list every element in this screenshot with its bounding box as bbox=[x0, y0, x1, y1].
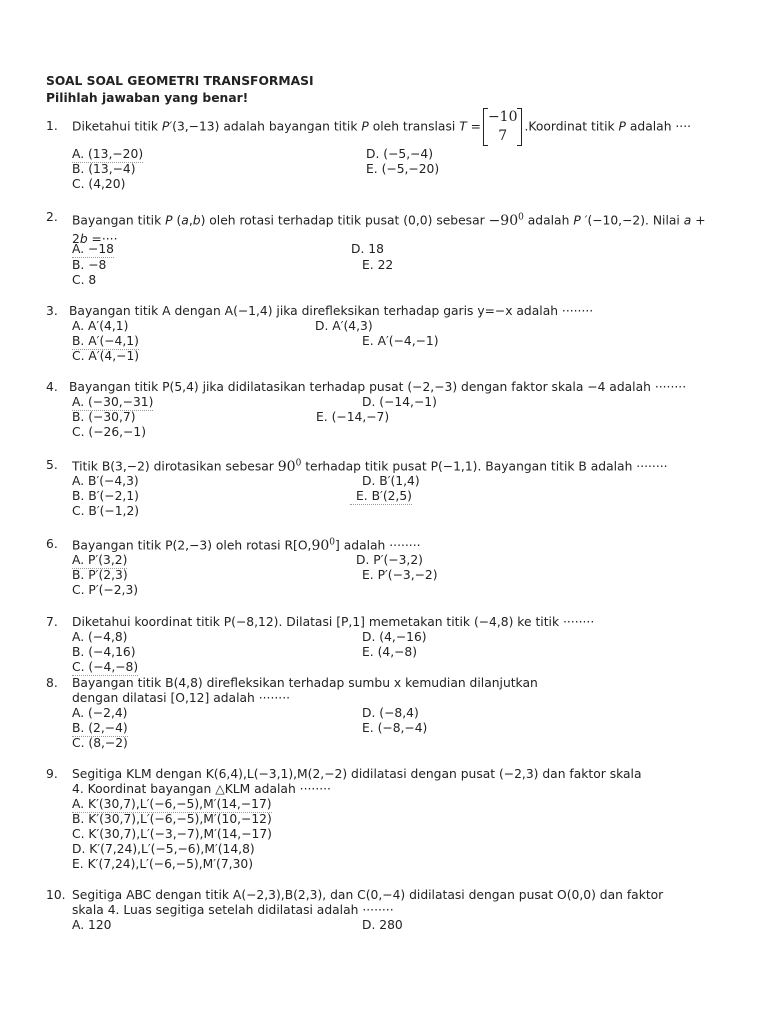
option-a[interactable]: A. P′(3,2) bbox=[72, 553, 128, 567]
option-c[interactable]: C. B′(−1,2) bbox=[72, 504, 140, 518]
rotation-angle: $-90^0$ bbox=[488, 212, 524, 229]
question-number: 7. bbox=[46, 615, 58, 629]
option-d[interactable]: D. (−8,4) bbox=[362, 706, 419, 720]
question-text: Bayangan titik P(5,4) jika didilatasikan terhadap pusat (−2,−3) dengan faktor skala −4 adalah ········ bbox=[69, 380, 687, 394]
option-d[interactable]: D. (−14,−1) bbox=[362, 395, 437, 409]
worksheet-instruction: Pilihlah jawaban yang benar! bbox=[46, 91, 249, 105]
question-number: 8. bbox=[46, 676, 58, 690]
option-c[interactable]: C. (−26,−1) bbox=[72, 425, 146, 439]
question-text: Diketahui titik P′(3,−13) adalah bayangan titik P oleh translasi T = −10 7 .Koordinat titik P adalah ···· bbox=[72, 109, 692, 144]
option-e[interactable]: E. A′(−4,−1) bbox=[362, 334, 439, 348]
option-a[interactable]: A. (13,−20) bbox=[72, 147, 144, 161]
translation-matrix: −10 7 bbox=[483, 108, 523, 146]
option-c[interactable]: C. A′(4,−1) bbox=[72, 349, 140, 363]
option-e[interactable]: E. (−14,−7) bbox=[316, 410, 390, 424]
option-b[interactable]: B. A′(−4,1) bbox=[72, 334, 139, 348]
question-number: 5. bbox=[46, 458, 58, 472]
question-number: 4. bbox=[46, 380, 58, 394]
question-number: 10. bbox=[46, 888, 66, 902]
option-b[interactable]: B. (2,−4) bbox=[72, 721, 128, 735]
option-b[interactable]: B. (−4,16) bbox=[72, 645, 136, 659]
option-d[interactable]: D. P′(−3,2) bbox=[356, 553, 423, 567]
option-e[interactable]: E. 22 bbox=[362, 258, 394, 272]
question-text-line-1: Segitiga KLM dengan K(6,4),L(−3,1),M(2,−2) didilatasi dengan pusat (−2,3) dan faktor skala bbox=[72, 767, 642, 781]
option-c[interactable]: C. K′(30,7),L′(−3,−7),M′(14,−17) bbox=[72, 827, 272, 841]
question-number: 6. bbox=[46, 537, 58, 551]
question-text: Bayangan titik P(2,−3) oleh rotasi $R[O,90^0]$ adalah ········ bbox=[72, 537, 421, 554]
option-c[interactable]: C. P′(−2,3) bbox=[72, 583, 139, 597]
translation-symbol: T = bbox=[459, 119, 481, 134]
question-text-line-1: Bayangan titik B(4,8) direfleksikan terhadap sumbu x kemudian dilanjutkan bbox=[72, 676, 538, 690]
question-text-line-2: 4. Koordinat bayangan △KLM adalah ········ bbox=[72, 782, 331, 796]
option-e[interactable]: E. (−5,−20) bbox=[366, 162, 440, 176]
option-e[interactable]: E. K′(7,24),L′(−6,−5),M′(7,30) bbox=[72, 857, 254, 871]
option-b[interactable]: B. K′(30,7),L′(−6,−5),M′(10,−12) bbox=[72, 812, 272, 826]
option-a[interactable]: A. B′(−4,3) bbox=[72, 474, 139, 488]
worksheet-title: SOAL SOAL GEOMETRI TRANSFORMASI bbox=[46, 74, 314, 88]
question-text-line-2: dengan dilatasi [O,12] adalah ········ bbox=[72, 691, 291, 705]
option-e[interactable]: E. B′(2,5) bbox=[350, 489, 412, 505]
question-text: Diketahui koordinat titik P(−8,12). Dilatasi [P,1] memetakan titik (−4,8) ke titik ········ bbox=[72, 615, 595, 629]
question-text: Titik B(3,−2) dirotasikan sebesar $90^0$ terhadap titik pusat P(−1,1). Bayangan titik B adalah ········ bbox=[72, 458, 668, 475]
option-a[interactable]: A. K′(30,7),L′(−6,−5),M′(14,−17) bbox=[72, 797, 272, 811]
option-b[interactable]: B. (−30,7) bbox=[72, 410, 136, 424]
option-d[interactable]: D. 280 bbox=[362, 918, 403, 932]
option-b[interactable]: B. −8 bbox=[72, 258, 107, 272]
question-text: Bayangan titik A dengan A(−1,4) jika direfleksikan terhadap garis y=−x adalah ········ bbox=[69, 304, 594, 318]
option-a[interactable]: A. (−2,4) bbox=[72, 706, 128, 720]
option-e[interactable]: E. P′(−3,−2) bbox=[362, 568, 438, 582]
option-a[interactable]: A. (−4,8) bbox=[72, 630, 128, 644]
option-d[interactable]: D. B′(1,4) bbox=[362, 474, 420, 488]
option-c[interactable]: C. (8,−2) bbox=[72, 736, 128, 750]
question-number: 2. bbox=[46, 210, 58, 224]
option-b[interactable]: B. (13,−4) bbox=[72, 162, 136, 176]
question-number: 9. bbox=[46, 767, 58, 781]
question-text: Bayangan titik P (a,b) oleh rotasi terhadap titik pusat (0,0) sebesar $-90^0$ adalah P ′(−10,−2). Nilai a + 2b =···· bbox=[72, 212, 706, 246]
option-a[interactable]: A. −18 bbox=[72, 242, 114, 256]
option-e[interactable]: E. (4,−8) bbox=[362, 645, 418, 659]
option-a[interactable]: A. A′(4,1) bbox=[72, 319, 129, 333]
option-c[interactable]: C. 8 bbox=[72, 273, 97, 287]
question-text-line-1: Segitiga ABC dengan titik A(−2,3),B(2,3), dan C(0,−4) didilatasi dengan pusat O(0,0) dan faktor bbox=[72, 888, 664, 902]
question-number: 1. bbox=[46, 119, 58, 133]
option-c[interactable]: C. (4,20) bbox=[72, 177, 126, 191]
option-a[interactable]: A. (−30,−31) bbox=[72, 395, 154, 409]
option-d[interactable]: D. 18 bbox=[351, 242, 384, 256]
option-d[interactable]: D. A′(4,3) bbox=[315, 319, 373, 333]
question-number: 3. bbox=[46, 304, 58, 318]
option-b[interactable]: B. B′(−2,1) bbox=[72, 489, 139, 503]
option-e[interactable]: E. (−8,−4) bbox=[362, 721, 428, 735]
option-c[interactable]: C. (−4,−8) bbox=[72, 660, 139, 674]
option-a[interactable]: A. 120 bbox=[72, 918, 112, 932]
option-d[interactable]: D. K′(7,24),L′(−5,−6),M′(14,8) bbox=[72, 842, 255, 856]
option-d[interactable]: D. (−5,−4) bbox=[366, 147, 434, 161]
option-b[interactable]: B. P′(2,3) bbox=[72, 568, 128, 582]
option-d[interactable]: D. (4,−16) bbox=[362, 630, 427, 644]
rotation-angle: $90^0$ bbox=[311, 537, 336, 554]
rotation-angle: $90^0$ bbox=[277, 458, 302, 475]
question-text-line-2: skala 4. Luas segitiga setelah didilatasi adalah ········ bbox=[72, 903, 394, 917]
